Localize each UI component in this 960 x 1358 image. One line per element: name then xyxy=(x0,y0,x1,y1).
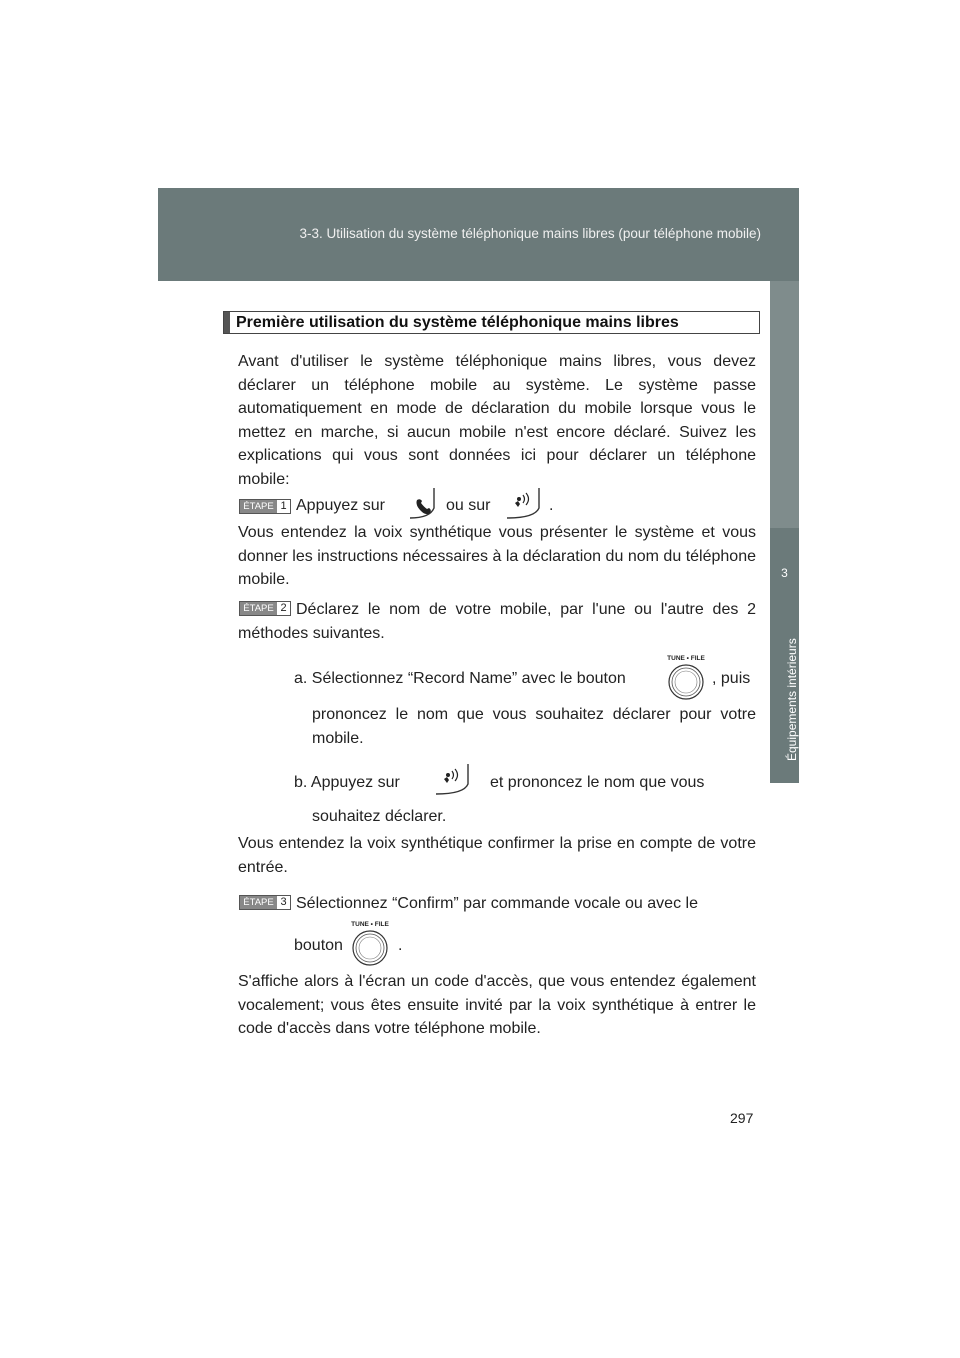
step-2-after: Vous entendez la voix synthétique confirmer la prise en compte de votre entrée. xyxy=(238,835,756,876)
chapter-title: Équipements intérieurs xyxy=(785,638,799,761)
step-3-text-3: . xyxy=(398,937,403,954)
step-2-option-a-2: , puis xyxy=(712,670,751,687)
svg-text:TUNE • FILE: TUNE • FILE xyxy=(351,921,389,928)
step-3-badge: ÉTAPE 3 xyxy=(239,895,291,910)
step-2-option-b-3: souhaitez déclarer. xyxy=(312,808,447,825)
chapter-side-tab xyxy=(770,528,799,783)
side-tab-upper xyxy=(770,281,799,528)
section-header-title: 3-3. Utilisation du système téléphonique mains libres (pour téléphone mobile) xyxy=(299,226,761,241)
voice-command-icon xyxy=(505,486,543,520)
step-1-text-a: Appuyez sur xyxy=(296,497,385,514)
step-2-option-a-3: prononcez le nom que vous souhaitez déclarer pour votre mobile. xyxy=(312,706,756,747)
section-title: Première utilisation du système téléphonique mains libres xyxy=(236,314,679,331)
phone-icon xyxy=(408,486,438,520)
title-accent xyxy=(224,312,230,333)
step-3-text-2: bouton xyxy=(294,937,343,954)
step-1-text-c: . xyxy=(549,497,554,514)
section-title-bar xyxy=(223,311,760,334)
svg-text:TUNE • FILE: TUNE • FILE xyxy=(667,655,705,662)
step-1-after: Vous entendez la voix synthétique vous présenter le système et vous donner les instructions nécessaires à la déclaration du nom du téléphone mobile. xyxy=(238,524,756,588)
intro-paragraph: Avant d'utiliser le système téléphonique mains libres, vous devez déclarer un téléphone mobile au système. Le système passe automatiquement en mode de déclaration du mobile lorsque vous le mettez en marche, si aucun mobile n'est encore déclaré. Suivez les explications qui vous sont données ici pour déclarer un téléphone mobile: xyxy=(238,353,756,488)
tune-file-knob-icon xyxy=(346,918,394,968)
step-2-badge: ÉTAPE 2 xyxy=(239,601,291,616)
step-3-text-1: Sélectionnez “Confirm” par commande vocale ou avec le xyxy=(296,895,698,912)
tune-file-knob-icon xyxy=(662,652,710,702)
step-2-text: Déclarez le nom de votre mobile, par l'une ou l'autre des 2 méthodes suivantes. xyxy=(238,601,756,642)
voice-command-icon xyxy=(434,762,472,796)
step-1-badge: ÉTAPE 1 xyxy=(239,499,291,514)
step-2-option-b-1: b. Appuyez sur xyxy=(294,774,400,791)
chapter-number: 3 xyxy=(781,566,788,580)
page-number: 297 xyxy=(730,1110,754,1126)
step-1-text-b: ou sur xyxy=(446,497,491,514)
step-2-option-a-1: a. Sélectionnez “Record Name” avec le bouton xyxy=(294,670,626,687)
section-header xyxy=(158,188,799,281)
step-2-option-b-2: et prononcez le nom que vous xyxy=(490,774,705,791)
step-3-after: S'affiche alors à l'écran un code d'accès, que vous entendez également vocalement; vous êtes ensuite invité par la voix synthétique à entrer le code d'accès dans votre téléphone mobile. xyxy=(238,973,756,1037)
